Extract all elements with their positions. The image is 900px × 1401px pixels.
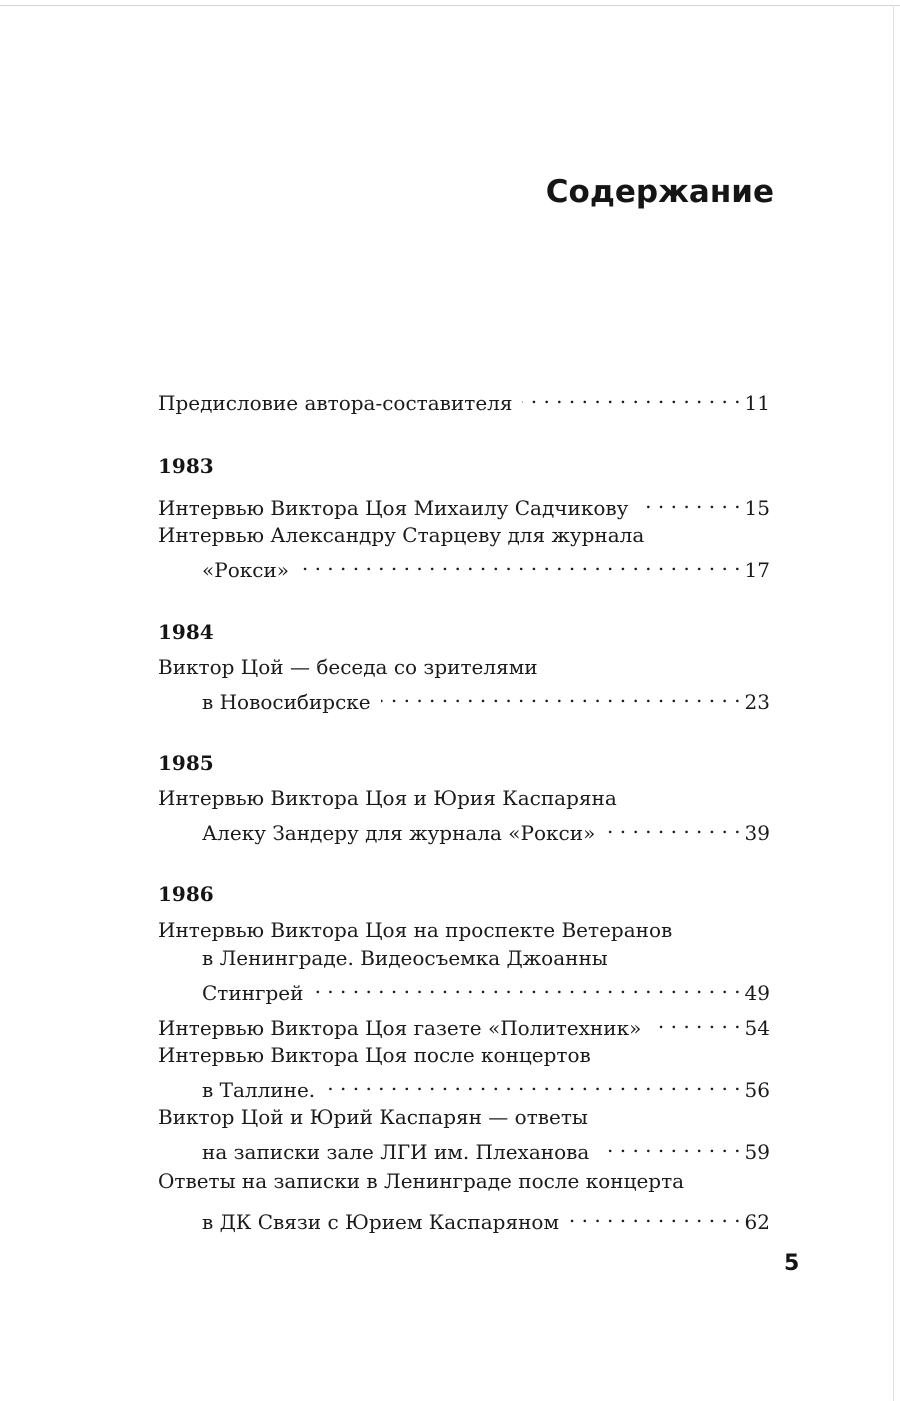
toc-page-number: 15	[744, 496, 770, 520]
toc-entry-title: Интервью Виктора Цоя на проспекте Ветеранов	[158, 918, 673, 942]
dot-leader	[299, 549, 741, 577]
dot-leader	[569, 1201, 741, 1229]
toc-entry-title-continued: в Ленинграде. Видеосъемка Джоанны	[202, 946, 608, 970]
toc-entry-title-continued: в Новосибирске	[202, 690, 371, 714]
year-heading-1986: 1986	[158, 882, 214, 906]
toc-page-number: 56	[744, 1078, 770, 1102]
toc-entry-title: Интервью Виктора Цоя газете «Политехник»	[158, 1016, 642, 1040]
toc-page-number: 23	[744, 690, 770, 714]
toc-entry-title-continued: на записки зале ЛГИ им. Плеханова	[202, 1140, 590, 1164]
top-border	[0, 5, 900, 6]
toc-entry-preface[interactable]	[158, 382, 770, 415]
dot-leader	[605, 812, 740, 840]
year-heading-1985: 1985	[158, 751, 214, 775]
toc-entry-plekhanov[interactable]	[158, 1103, 770, 1164]
toc-entry-title: Предисловие автора-составителя	[158, 391, 513, 415]
toc-entry-dk-svyazi[interactable]	[158, 1167, 770, 1234]
toc-entry-startsev[interactable]	[158, 521, 770, 582]
toc-entry-title: Интервью Александру Старцеву для журнала	[158, 523, 645, 547]
toc-page-number: 49	[744, 981, 770, 1005]
toc-page-number: 39	[744, 821, 770, 845]
toc-page-number: 59	[744, 1140, 770, 1164]
dot-leader	[381, 681, 741, 709]
toc-entry-politekhnik[interactable]	[158, 1007, 770, 1040]
dot-leader	[522, 382, 740, 410]
toc-entry-title: Интервью Виктора Цоя и Юрия Каспаряна	[158, 786, 617, 810]
toc-entry-title-continued: Алеку Зандеру для журнала «Рокси»	[202, 821, 596, 845]
dot-leader	[325, 1069, 740, 1097]
toc-page-number: 54	[744, 1016, 770, 1040]
toc-entry-zander[interactable]	[158, 784, 770, 845]
dot-leader	[638, 487, 740, 515]
toc-entry-title-continued: в Таллине.	[202, 1078, 316, 1102]
year-heading-1983: 1983	[158, 454, 214, 478]
toc-entry-title: Виктор Цой и Юрий Каспарян — ответы	[158, 1105, 588, 1129]
toc-entry-title-continued: «Рокси»	[202, 558, 290, 582]
toc-entry-title: Интервью Виктора Цоя после концертов	[158, 1043, 591, 1067]
toc-entry-novosibirsk[interactable]	[158, 653, 770, 714]
toc-entry-title-continued: Стингрей	[202, 981, 304, 1005]
toc-entry-title: Интервью Виктора Цоя Михаилу Садчикову	[158, 496, 629, 520]
toc-entry-veteranov[interactable]	[158, 916, 770, 1005]
page-title: Содержание	[545, 174, 774, 210]
dot-leader	[313, 972, 740, 1000]
toc-entry-tallinn[interactable]	[158, 1041, 770, 1102]
toc-entry-title: Ответы на записки в Ленинграде после концерта	[158, 1169, 685, 1193]
page-number: 5	[784, 1251, 800, 1276]
toc-entry-sadchikov[interactable]	[158, 487, 770, 520]
dot-leader	[651, 1007, 740, 1035]
dot-leader	[599, 1131, 740, 1159]
toc-entry-title-continued: в ДК Связи с Юрием Каспаряном	[202, 1210, 560, 1234]
year-heading-1984: 1984	[158, 620, 214, 644]
toc-entry-title: Виктор Цой — беседа со зрителями	[158, 655, 538, 679]
toc-page-number: 62	[744, 1210, 770, 1234]
toc-page-number: 17	[744, 558, 770, 582]
right-border	[893, 5, 894, 1401]
toc-page-number: 11	[744, 391, 770, 415]
